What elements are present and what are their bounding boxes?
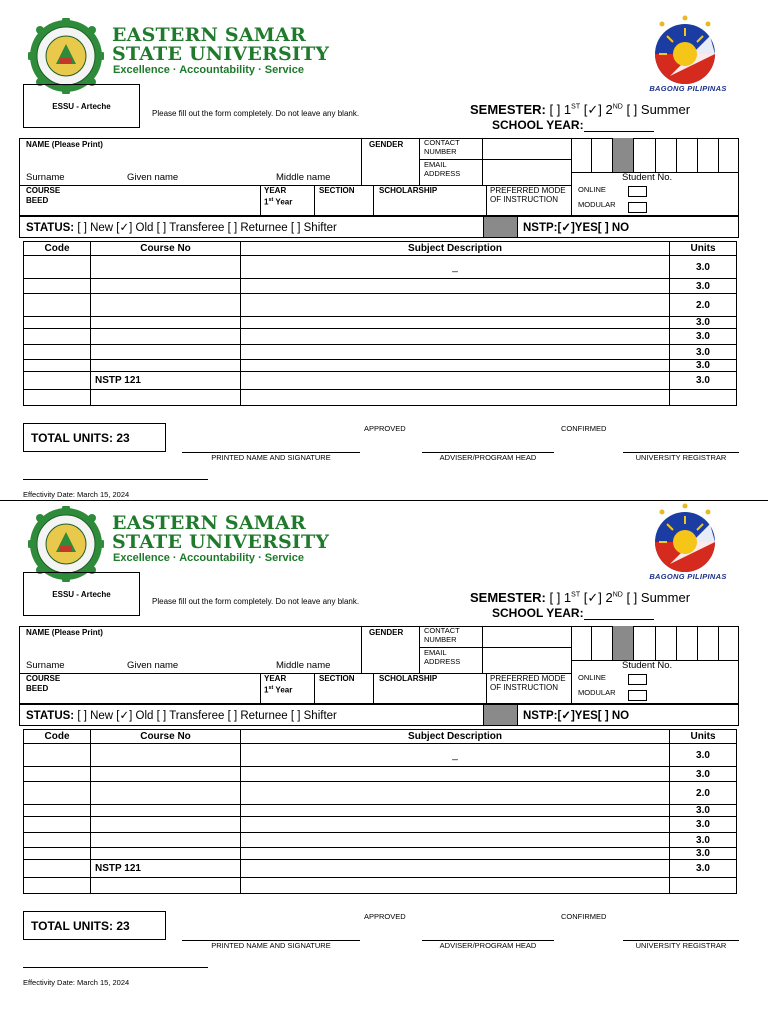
modular-checkbox[interactable]	[628, 690, 647, 701]
online-checkbox[interactable]	[628, 674, 647, 685]
cell-course-no[interactable]	[91, 317, 241, 329]
table-row	[24, 317, 737, 329]
table-row	[24, 390, 737, 406]
table-row	[24, 848, 737, 860]
confirmed-label: CONFIRMED	[561, 424, 607, 433]
surname-label: Surname	[26, 172, 65, 183]
col-header-code: Code	[24, 242, 91, 256]
cell-course-no[interactable]	[91, 345, 241, 360]
cell-code[interactable]	[24, 345, 91, 360]
cell-units[interactable]: 3.0	[670, 345, 737, 360]
cell-description[interactable]: _	[241, 744, 670, 767]
given-name-label: Given name	[127, 172, 179, 183]
cell-units[interactable]: 3.0	[670, 860, 737, 878]
name-label: NAME (Please Print)	[26, 140, 103, 149]
course-label: COURSE	[26, 674, 61, 683]
cell-code[interactable]	[24, 360, 91, 372]
printed-name-label: PRINTED NAME AND SIGNATURE	[211, 453, 331, 462]
cell-description[interactable]	[241, 294, 670, 317]
cell-units[interactable]: 3.0	[670, 360, 737, 372]
cell-description[interactable]	[241, 345, 670, 360]
printed-name-label: PRINTED NAME AND SIGNATURE	[211, 941, 331, 950]
given-name-label: Given name	[127, 660, 179, 671]
mode-label: PREFERRED MODE OF INSTRUCTION	[490, 674, 566, 692]
cell-units[interactable]: 3.0	[670, 256, 737, 279]
contact-label: CONTACT NUMBER	[424, 138, 460, 156]
cell-units[interactable]: 3.0	[670, 317, 737, 329]
cell-code[interactable]	[24, 848, 91, 860]
cell-description[interactable]	[241, 805, 670, 817]
cell-units[interactable]: 3.0	[670, 833, 737, 848]
cell-description[interactable]	[241, 833, 670, 848]
col-header-course-no: Course No	[91, 730, 241, 744]
signature-line-bottom	[23, 479, 208, 480]
cell-code[interactable]	[24, 833, 91, 848]
contact-label: CONTACT NUMBER	[424, 626, 460, 644]
table-row	[24, 279, 737, 294]
modular-checkbox[interactable]	[628, 202, 647, 213]
col-header-units: Units	[670, 242, 737, 256]
approved-label: APPROVED	[364, 912, 406, 921]
table-row	[24, 782, 737, 805]
table-row	[24, 360, 737, 372]
cell-units[interactable]: 3.0	[670, 744, 737, 767]
cell-course-no[interactable]	[91, 833, 241, 848]
campus-box: ESSU - Arteche	[23, 84, 140, 128]
cell-code[interactable]	[24, 744, 91, 767]
instructions: Please fill out the form completely. Do not leave any blank.	[152, 109, 360, 118]
cell-code[interactable]	[24, 390, 91, 406]
cell-units[interactable]	[670, 878, 737, 894]
university-seal-icon	[28, 18, 104, 94]
semester-options[interactable]: SEMESTER: [ ] 1ST [✓] 2ND [ ] Summer	[470, 590, 691, 605]
table-row	[24, 833, 737, 848]
table-row	[24, 817, 737, 833]
student-no-boxes[interactable]	[571, 138, 739, 172]
school-year[interactable]: SCHOOL YEAR:	[492, 118, 654, 132]
cell-course-no[interactable]	[91, 817, 241, 833]
online-label: ONLINE	[578, 673, 606, 682]
school-year[interactable]: SCHOOL YEAR:	[492, 606, 654, 620]
signature-line-bottom	[23, 967, 208, 968]
year-label: YEAR	[264, 674, 287, 683]
cell-course-no[interactable]: NSTP 121	[91, 372, 241, 390]
modular-label: MODULAR	[578, 200, 616, 209]
table-row	[24, 744, 737, 767]
cell-code[interactable]	[24, 860, 91, 878]
cell-description[interactable]: _	[241, 256, 670, 279]
cell-course-no[interactable]	[91, 744, 241, 767]
cell-description[interactable]	[241, 860, 670, 878]
cell-course-no[interactable]	[91, 294, 241, 317]
year-value[interactable]: 1st Year	[264, 685, 293, 695]
confirmed-label: CONFIRMED	[561, 912, 607, 921]
nstp-options[interactable]: NSTP:[✓]YES[ ] NO	[523, 222, 630, 234]
table-row	[24, 372, 737, 390]
table-row	[24, 294, 737, 317]
col-header-description: Subject Description	[241, 730, 670, 744]
student-no-label: Student No.	[622, 172, 673, 183]
section-label: SECTION	[319, 674, 355, 683]
mode-label: PREFERRED MODE OF INSTRUCTION	[490, 186, 566, 204]
cell-code[interactable]	[24, 256, 91, 279]
cell-description[interactable]	[241, 878, 670, 894]
total-units: TOTAL UNITS: 23	[23, 911, 166, 940]
registrar-label: UNIVERSITY REGISTRAR	[635, 453, 727, 462]
cell-description[interactable]	[241, 317, 670, 329]
nstp-options[interactable]: NSTP:[✓]YES[ ] NO	[523, 710, 630, 722]
cell-description[interactable]	[241, 279, 670, 294]
section-label: SECTION	[319, 186, 355, 195]
table-row	[24, 329, 737, 345]
university-motto: Excellence · Accountability · Service	[113, 64, 304, 76]
year-label: YEAR	[264, 186, 287, 195]
cell-code[interactable]	[24, 878, 91, 894]
cell-units[interactable]: 2.0	[670, 782, 737, 805]
subjects-table	[23, 241, 737, 406]
cell-code[interactable]	[24, 317, 91, 329]
col-header-description: Subject Description	[241, 242, 670, 256]
cell-units[interactable]: 3.0	[670, 767, 737, 782]
cell-course-no[interactable]	[91, 390, 241, 406]
email-label: EMAIL ADDRESS	[424, 160, 461, 178]
cell-units[interactable]: 3.0	[670, 279, 737, 294]
online-label: ONLINE	[578, 185, 606, 194]
bagong-pilipinas-text: BAGONG PILIPINAS	[649, 84, 727, 93]
middle-name-label: Middle name	[276, 172, 331, 183]
cell-units[interactable]: 3.0	[670, 817, 737, 833]
effectivity-date: Effectivity Date: March 15, 2024	[23, 978, 130, 987]
modular-label: MODULAR	[578, 688, 616, 697]
total-units: TOTAL UNITS: 23	[23, 423, 166, 452]
course-label: COURSE	[26, 186, 61, 195]
cell-code[interactable]	[24, 329, 91, 345]
online-checkbox[interactable]	[628, 186, 647, 197]
table-row	[24, 345, 737, 360]
cell-description[interactable]	[241, 372, 670, 390]
bagong-pilipinas-text: BAGONG PILIPINAS	[649, 572, 727, 581]
approved-label: APPROVED	[364, 424, 406, 433]
table-row	[24, 805, 737, 817]
cell-course-no[interactable]	[91, 848, 241, 860]
surname-label: Surname	[26, 660, 65, 671]
cell-description[interactable]	[241, 782, 670, 805]
enrollment-form-copy-1	[0, 10, 768, 510]
adviser-label: ADVISER/PROGRAM HEAD	[439, 941, 537, 950]
gender-label: GENDER	[369, 140, 404, 149]
cell-description[interactable]	[241, 390, 670, 406]
adviser-label: ADVISER/PROGRAM HEAD	[439, 453, 537, 462]
email-label: EMAIL ADDRESS	[424, 648, 461, 666]
cell-code[interactable]	[24, 817, 91, 833]
enrollment-form-copy-2	[0, 498, 768, 998]
cell-description[interactable]	[241, 329, 670, 345]
course-value[interactable]: BEED	[26, 684, 49, 693]
cell-units[interactable]: 3.0	[670, 372, 737, 390]
cell-code[interactable]	[24, 782, 91, 805]
course-value[interactable]: BEED	[26, 196, 49, 205]
effectivity-date: Effectivity Date: March 15, 2024	[23, 490, 130, 499]
cell-code[interactable]	[24, 767, 91, 782]
cell-code[interactable]	[24, 805, 91, 817]
status-options[interactable]: STATUS: [ ] New [✓] Old [ ] Transferee [ ] Returnee [ ] Shifter	[26, 222, 337, 234]
cell-code[interactable]	[24, 294, 91, 317]
gender-label: GENDER	[369, 628, 404, 637]
university-name: EASTERN SAMAR STATE UNIVERSITY	[112, 24, 330, 65]
cell-units[interactable]	[670, 390, 737, 406]
status-options[interactable]: STATUS: [ ] New [✓] Old [ ] Transferee [ ] Returnee [ ] Shifter	[26, 710, 337, 722]
cell-code[interactable]	[24, 279, 91, 294]
scholarship-label: SCHOLARSHIP	[379, 674, 438, 683]
name-label: NAME (Please Print)	[26, 628, 103, 637]
cell-description[interactable]	[241, 767, 670, 782]
cell-description[interactable]	[241, 360, 670, 372]
instructions: Please fill out the form completely. Do not leave any blank.	[152, 597, 360, 606]
cell-description[interactable]	[241, 817, 670, 833]
middle-name-label: Middle name	[276, 660, 331, 671]
cell-course-no[interactable]	[91, 767, 241, 782]
col-header-course-no: Course No	[91, 242, 241, 256]
cell-course-no[interactable]	[91, 805, 241, 817]
student-no-label: Student No.	[622, 660, 673, 671]
university-seal-icon	[28, 506, 104, 582]
cell-course-no[interactable]	[91, 360, 241, 372]
registrar-label: UNIVERSITY REGISTRAR	[635, 941, 727, 950]
cell-course-no[interactable]	[91, 782, 241, 805]
year-value[interactable]: 1st Year	[264, 197, 293, 207]
cell-description[interactable]	[241, 848, 670, 860]
subjects-table	[23, 729, 737, 894]
table-header-row	[24, 242, 737, 256]
university-name: EASTERN SAMAR STATE UNIVERSITY	[112, 512, 330, 553]
cell-units[interactable]: 3.0	[670, 848, 737, 860]
cell-course-no[interactable]: NSTP 121	[91, 860, 241, 878]
table-header-row	[24, 730, 737, 744]
cell-units[interactable]: 3.0	[670, 805, 737, 817]
campus-box: ESSU - Arteche	[23, 572, 140, 616]
cell-code[interactable]	[24, 372, 91, 390]
table-row	[24, 878, 737, 894]
cell-units[interactable]: 2.0	[670, 294, 737, 317]
scholarship-label: SCHOLARSHIP	[379, 186, 438, 195]
cell-course-no[interactable]	[91, 878, 241, 894]
semester-options[interactable]: SEMESTER: [ ] 1ST [✓] 2ND [ ] Summer	[470, 102, 691, 117]
col-header-code: Code	[24, 730, 91, 744]
table-row	[24, 767, 737, 782]
col-header-units: Units	[670, 730, 737, 744]
cell-course-no[interactable]	[91, 256, 241, 279]
cell-units[interactable]: 3.0	[670, 329, 737, 345]
student-no-boxes[interactable]	[571, 626, 739, 660]
table-row	[24, 256, 737, 279]
university-motto: Excellence · Accountability · Service	[113, 552, 304, 564]
cell-course-no[interactable]	[91, 279, 241, 294]
cell-course-no[interactable]	[91, 329, 241, 345]
table-row	[24, 860, 737, 878]
